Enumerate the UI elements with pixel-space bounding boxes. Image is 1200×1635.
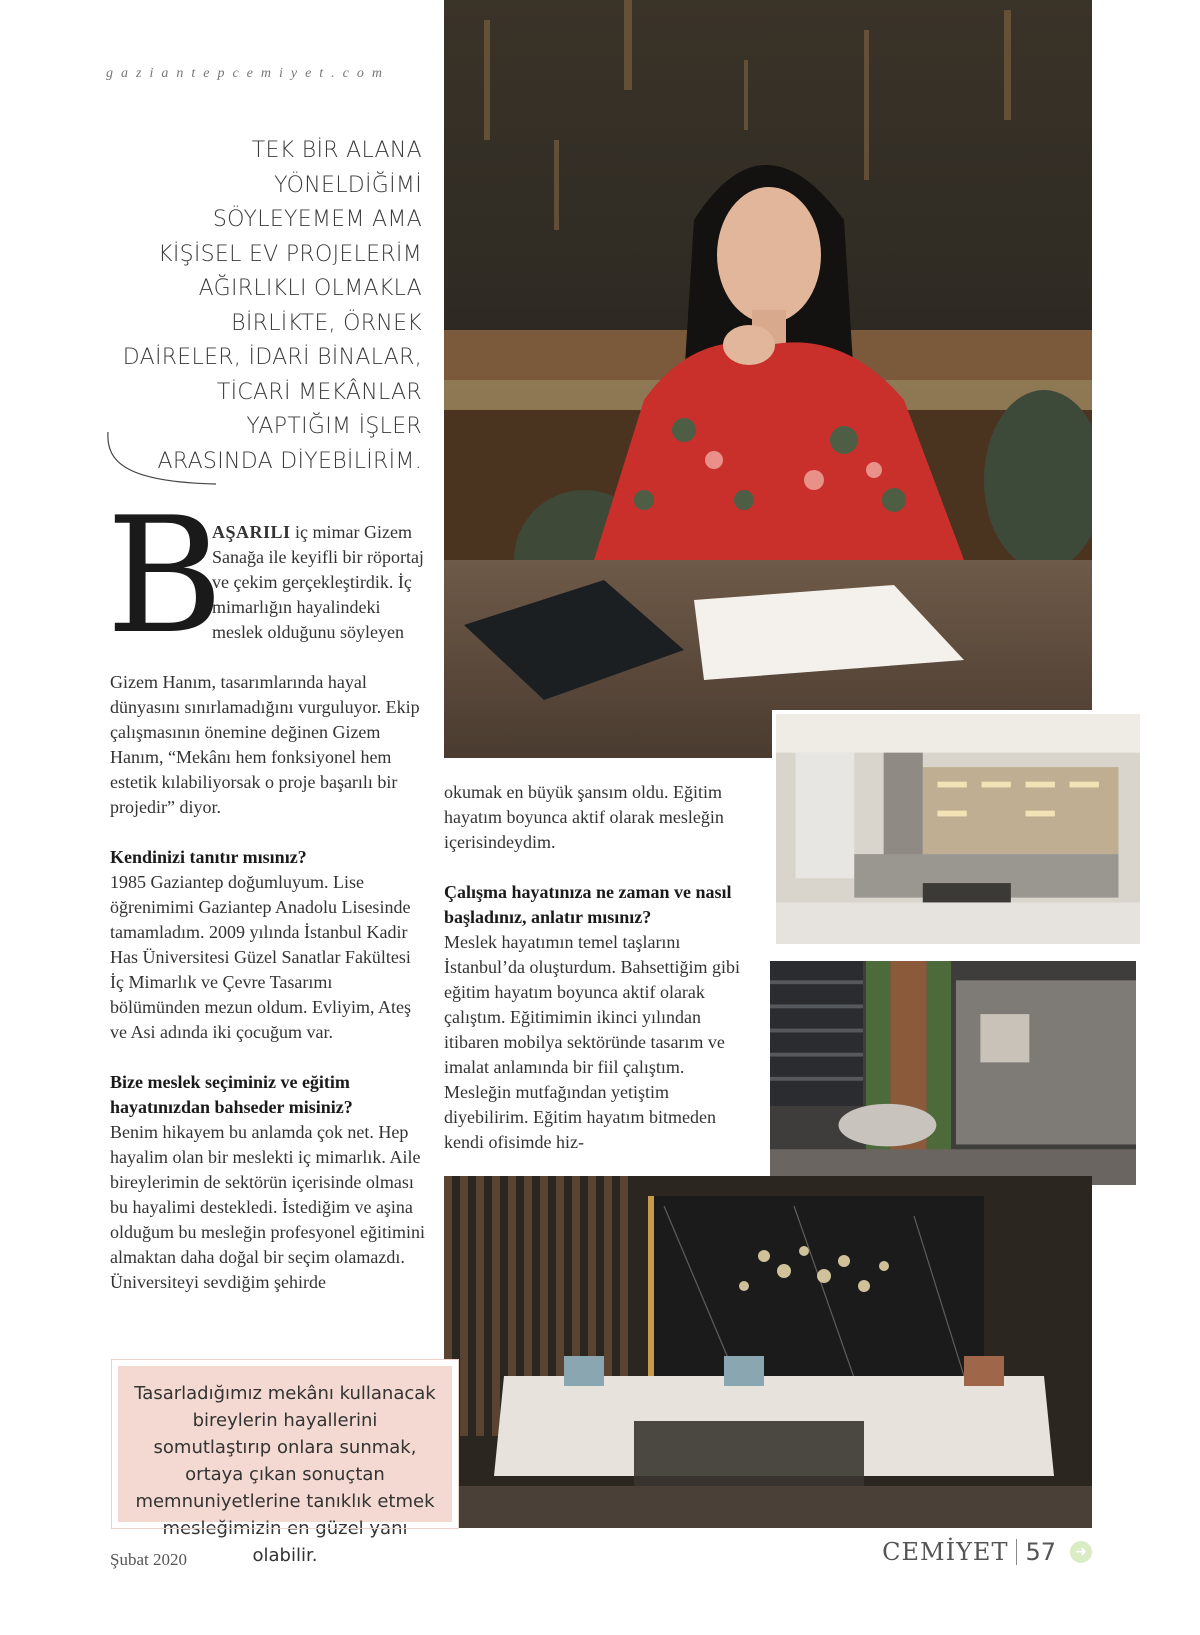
pull-quote-line: YAPTIĞIM İŞLER bbox=[246, 414, 422, 439]
pull-quote-line: SÖYLEYEMEM AMA bbox=[212, 207, 422, 232]
footer-brand bbox=[882, 1538, 1092, 1566]
question-heading: Çalışma hayatınıza ne zaman ve nasıl başladınız, anlatır mısınız? bbox=[444, 882, 732, 927]
pull-quote-line: KİŞİSEL EV PROJELERİM bbox=[158, 241, 422, 267]
article-intro bbox=[212, 520, 424, 645]
pull-quote bbox=[110, 134, 422, 479]
pull-quote-line: AĞIRLIKLI OLMAKLA bbox=[198, 276, 422, 301]
drop-cap: B bbox=[106, 482, 224, 669]
answer-paragraph: Meslek hayatımın temel taşlarını İstanbul’da oluşturdum. Bahsettiğim gibi eğitim hayatım boyunca aktif olarak çalıştım. Eğitimimin ikinci yılından itibaren mobilya sektöründe tasarım ve imalat anlamında bir fiil çalıştım. Mesleğin mutfağından yetiştim diyebilirim. Eğitim hayatım bitmeden kendi ofisimde hiz- bbox=[444, 932, 740, 1152]
article-column-2 bbox=[444, 780, 744, 1155]
highlight-quote-box: Tasarladığımız mekânı kullanacak bireylerin hayallerini somutlaştırıp onlara sunmak, ortaya çıkan sonuçtan memnuniyetlerine tanıklık etmek mesleğimizin en güzel yanı olabilir. bbox=[112, 1360, 458, 1528]
intro-lead: AŞARILI bbox=[212, 522, 291, 542]
answer-paragraph: Benim hikayem bu anlamda çok net. Hep hayalim olan bir meslekti iç mimarlık. Aile bireylerimin de sektörün içerisinde olması bu hayalimi destekledi. İstediğim ve aşina olduğum bu mesleğin profesyonel eğitimini almaktan daha doğal bir seçim olamazdı. Üniversiteyi sevdiğim şehirde bbox=[110, 1122, 425, 1292]
article-column-1 bbox=[110, 670, 426, 1295]
pull-quote-line: DAİRELER, İDARİ BİNALAR, bbox=[122, 345, 422, 370]
interior-photo-lounge-glass bbox=[766, 957, 1140, 1189]
interior-photo-marble-lounge bbox=[444, 1176, 1092, 1528]
question-heading: Kendinizi tanıtır mısınız? bbox=[110, 847, 307, 867]
pull-quote-line: ARASINDA DİYEBİLİRİM. bbox=[157, 448, 422, 474]
answer-paragraph: okumak en büyük şansım oldu. Eğitim hayatım boyunca aktif olarak mesleğin içerisindeydim. bbox=[444, 782, 724, 852]
pull-quote-line: TEK BİR ALANA bbox=[251, 138, 422, 163]
arrow-right-icon[interactable]: ➜ bbox=[1070, 1541, 1092, 1563]
answer-paragraph: 1985 Gaziantep doğumluyum. Lise öğrenimimi Gaziantep Anadolu Lisesinde tamamladım. 2009 yılında İstanbul Kadir Has Üniversitesi Güzel Sanatlar Fakültesi İç Mimarlık ve Çevre Tasarımı bölümünden mezun oldum. Evliyim, Ateş ve Asi adında iki çocuğum var. bbox=[110, 872, 411, 1042]
pull-quote-line: BİRLİKTE, ÖRNEK bbox=[231, 310, 422, 336]
interior-photo-living-room bbox=[772, 710, 1144, 948]
issue-date: Şubat 2020 bbox=[110, 1550, 187, 1569]
page-number: 57 bbox=[1025, 1538, 1056, 1566]
pull-quote-line: YÖNELDİĞİMİ bbox=[274, 172, 422, 198]
intro-continued: Gizem Hanım, tasarımlarında hayal dünyasını sınırlamadığını vurguluyor. Ekip çalışmasının önemine değinen Gizem Hanım, “Mekânı hem fonksiyonel hem estetik kılabiliyorsak o proje başarılı bir projedir” diyor. bbox=[110, 672, 420, 817]
divider bbox=[1016, 1539, 1017, 1565]
question-heading: Bize meslek seçiminiz ve eğitim hayatınızdan bahseder misiniz? bbox=[110, 1072, 353, 1117]
intro-rest: iç mimar Gizem Sanağa ile keyifli bir röportaj ve çekim gerçekleştirdik. İç mimarlığın hayalindeki meslek olduğunu söyleyen bbox=[212, 522, 424, 642]
pull-quote-line: TİCARİ MEKÂNLAR bbox=[216, 379, 422, 405]
portrait-photo bbox=[444, 0, 1092, 758]
site-url[interactable]: gaziantepcemiyet.com bbox=[106, 66, 391, 81]
magazine-logo: CEMİYET bbox=[882, 1538, 1009, 1566]
